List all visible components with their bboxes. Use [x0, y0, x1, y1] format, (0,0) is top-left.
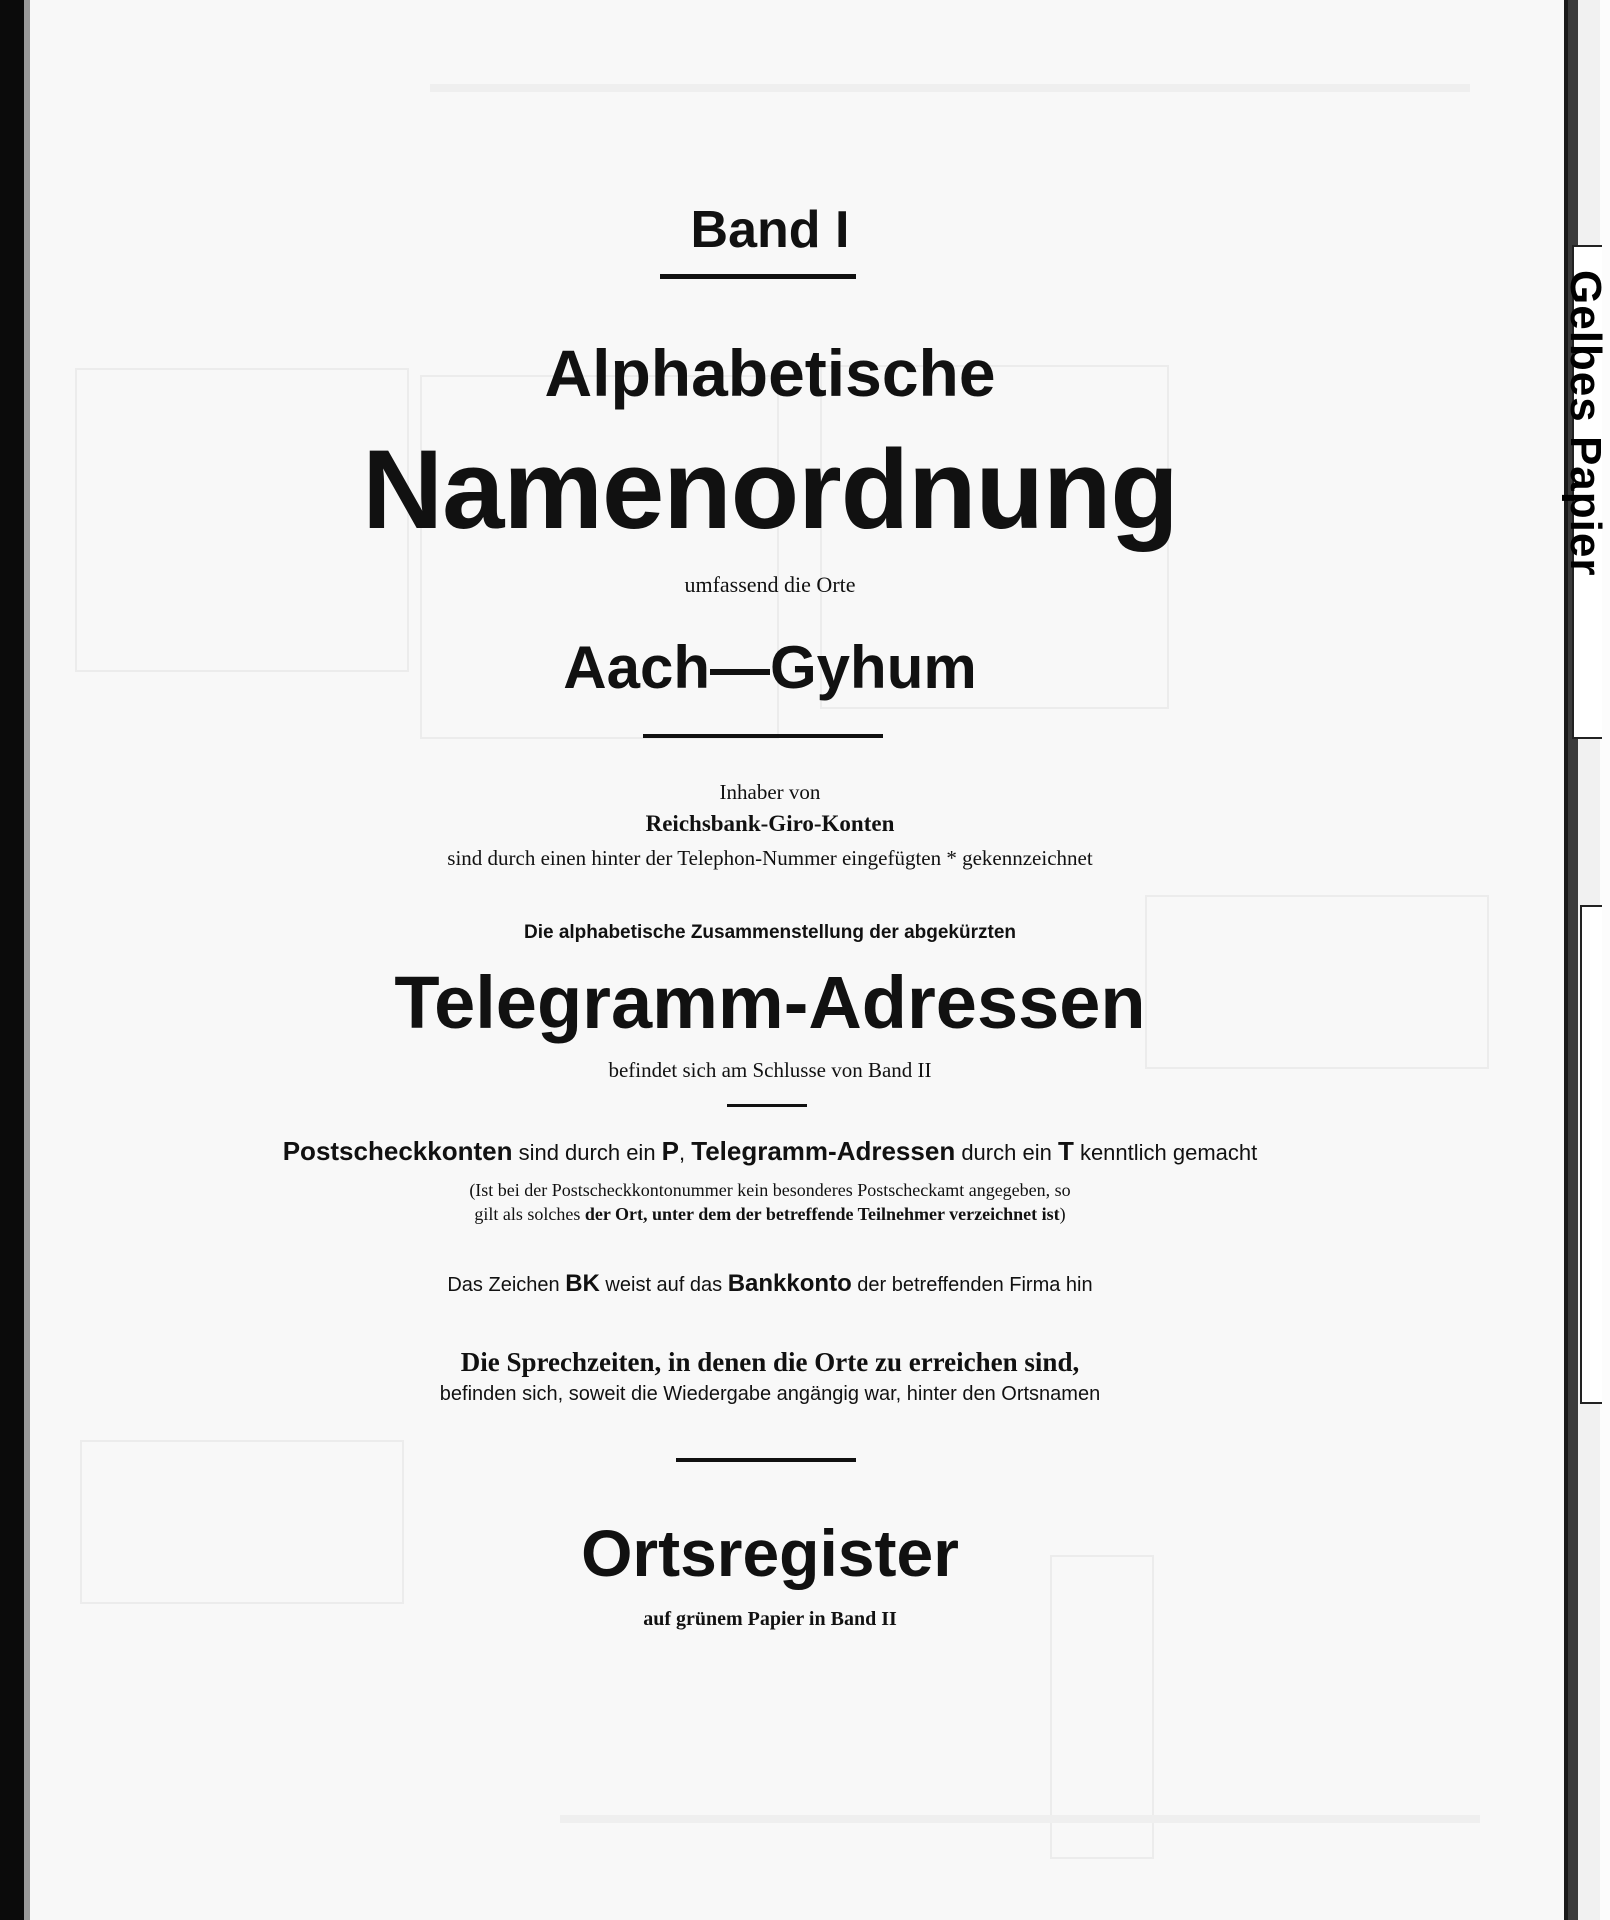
divider-3: [676, 1458, 856, 1462]
inhaber-line: Inhaber von: [719, 780, 821, 804]
postscheck-text-2: durch ein: [955, 1140, 1058, 1165]
divider-2: [727, 1104, 807, 1107]
postscheck-parenthetical: [0, 1178, 1540, 1226]
place-range: Aach—Gyhum: [563, 634, 977, 701]
postscheck-text-1: sind durch ein: [512, 1140, 662, 1165]
telegramm-note: befindet sich am Schlusse von Band II: [608, 1058, 932, 1082]
title-line-1: Alphabetische: [544, 336, 996, 410]
postscheck-sep: ,: [679, 1140, 692, 1165]
telegramm-intro: Die alphabetische Zusammenstellung der abgekürzten: [523, 922, 1016, 943]
scope-caption: umfassend die Orte: [684, 572, 856, 597]
reichsbank-heading: Reichsbank-Giro-Konten: [645, 811, 895, 836]
parenthetical-text: gilt als solches: [474, 1204, 585, 1224]
page-title: Namenordnung: [362, 427, 1178, 552]
bankkonto-line: [0, 1270, 1540, 1298]
sprechzeiten-heading: Die Sprechzeiten, in denen die Orte zu erreichen sind,: [460, 1347, 1080, 1377]
postscheck-mark-p: P: [661, 1136, 680, 1166]
ghost-block: [1050, 1555, 1154, 1859]
ortsregister-note: auf grünem Papier in Band II: [643, 1608, 897, 1630]
side-tab-label: Gelbes Papier: [1561, 270, 1610, 577]
parenthetical-line-1: (Ist bei der Postscheckkontonummer kein besonderes Postscheckamt angegeben, so: [469, 1180, 1071, 1200]
postscheck-line: [0, 1136, 1540, 1167]
parenthetical-close: ): [1059, 1204, 1066, 1224]
divider-1: [643, 734, 883, 738]
bankkonto-mark: BK: [565, 1270, 600, 1297]
postscheck-mark-t: T: [1057, 1136, 1074, 1166]
parenthetical-bold: der Ort, unter dem der betreffende Teilnehmer verzeichnet ist: [584, 1204, 1060, 1224]
bankkonto-term: Bankkonto: [727, 1270, 852, 1297]
side-tab-bottom: [1580, 905, 1602, 1404]
parenthetical-line-2: [0, 1202, 1540, 1226]
band-underline: [660, 274, 856, 279]
sprechzeiten-note: befinden sich, soweit die Wiedergabe angängig war, hinter den Ortsnamen: [439, 1383, 1101, 1405]
ghost-line: [560, 1815, 1480, 1823]
ghost-line: [430, 84, 1470, 92]
bankkonto-text-3: der betreffenden Firma hin: [851, 1274, 1093, 1296]
bankkonto-text-1: Das Zeichen: [447, 1274, 566, 1296]
bankkonto-text-2: weist auf das: [599, 1274, 728, 1296]
band-label: Band I: [690, 201, 850, 259]
telegramm-term: Telegramm-Adressen: [691, 1136, 956, 1166]
reichsbank-note: sind durch einen hinter der Telephon-Nummer eingefügten * gekennzeichnet: [447, 846, 1093, 870]
ortsregister-heading: Ortsregister: [581, 1516, 959, 1590]
postscheck-term: Postscheckkonten: [282, 1136, 513, 1166]
postscheck-text-3: kenntlich gemacht: [1073, 1140, 1258, 1165]
telegramm-heading: Telegramm-Adressen: [394, 961, 1146, 1044]
